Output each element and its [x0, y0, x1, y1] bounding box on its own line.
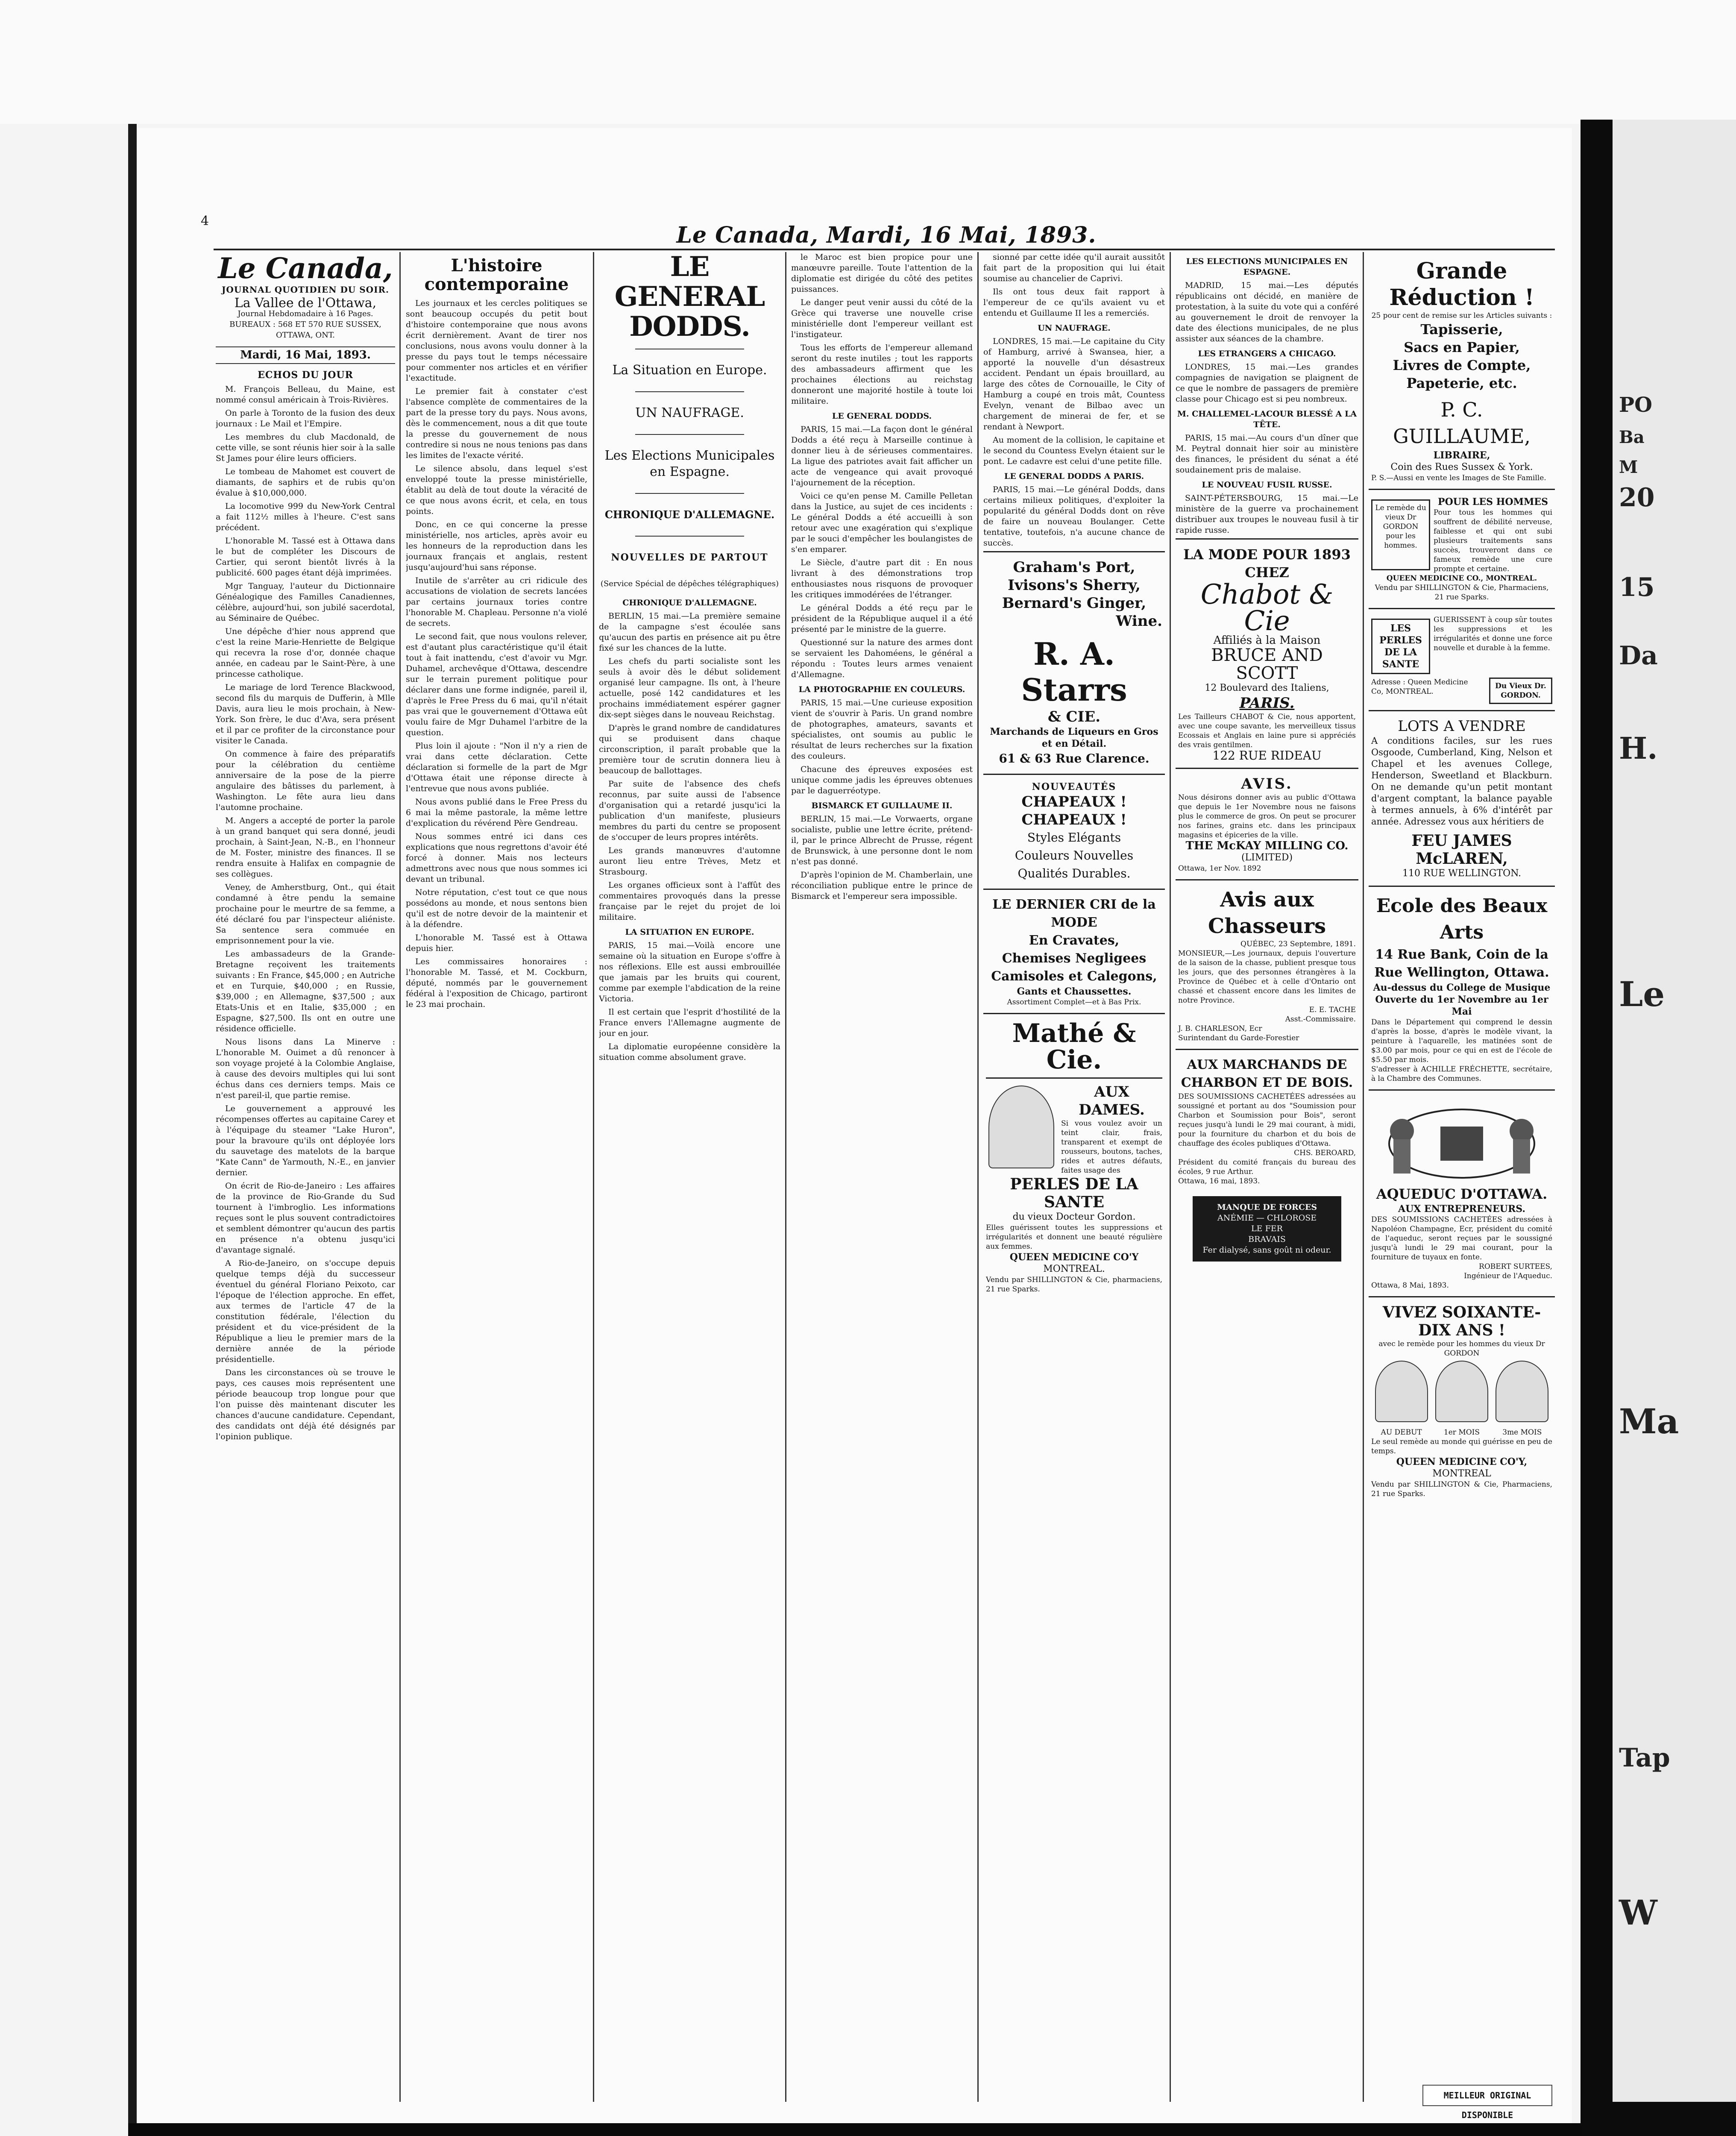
adjacent-page-strip — [1613, 120, 1736, 2102]
masthead-tagline: La Vallee de l'Ottawa, — [234, 296, 377, 311]
article-paragraph: Les chefs du parti socialiste sont les seuls à avoir dès le début solidement organisé leur campagne. Ils ont, à l'heure actuelle, posé 142 candidatures et les prochains immédiatement espérer gagner dix-sept sièges dans le nouveau Reichstag. — [599, 657, 780, 719]
article-paragraph: L'honorable M. Tassé est à Ottawa depuis hier. — [406, 933, 587, 953]
ad-side-box: LES PERLES DE LA SANTE — [1371, 619, 1430, 674]
ad-vendor: Vendu par SHILLINGTON & Cie, Pharmaciens, 21 rue Sparks. — [1375, 584, 1549, 601]
column-7 — [1369, 252, 1555, 2106]
ad-sign: Surintendant du Garde-Forestier — [1178, 1034, 1299, 1042]
ad-starrs — [983, 551, 1165, 774]
article-paragraph: Au moment de la collision, le capitaine et le second du Countess Evelyn étaient sur le pont. Le cadavre est celui d'une petite fille. — [983, 435, 1165, 466]
ad-date: Ottawa, 16 mai, 1893. — [1178, 1177, 1260, 1185]
ad-vendor: Vendu par SHILLINGTON & Cie, Pharmaciens, 21 rue Sparks. — [1371, 1480, 1552, 1498]
ad-line: BRAVAIS — [1248, 1235, 1286, 1244]
article-headline: LE GENERAL DODDS. — [614, 252, 765, 343]
column-3 — [599, 252, 780, 2106]
ad-body: DES SOUMISSIONS CACHETÉES adressées au soussigné et portant au dos "Soumission pour Charbon et Soumission pour Bois", seront reçues jusqu'à lundi le 29 mai courant, à midi, pour la fourniture du charbon et du bois de chauffage des écoles publiques d'Ottawa. — [1178, 1092, 1356, 1148]
news-paragraph: Les ambassadeurs de la Grande-Bretagne reçoivent les traitements suivants : En France, $45,000 ; en Autriche et en Turquie, $40,000 ; en Russie, $39,000 ; en Allemagne, $37,500 ; aux Etats-Unis et en Italie, $35,000 ; en Espagne, $27,500. Ils ont en outre une résidence officielle. — [216, 949, 395, 1033]
ad-body: 25 pour cent de remise sur les Articles suivants : — [1371, 311, 1552, 320]
man-portrait-image — [1496, 1361, 1548, 1422]
ad-address: 122 RUE RIDEAU — [1212, 748, 1322, 763]
ad-item: Tapisserie, — [1420, 321, 1503, 337]
news-paragraph: On écrit de Rio-de-Janeiro : Les affaires de la province de Rio-Grande du Sud tournent à l'imbroglio. Les informations reçues sont le plus souvent contradictoires et semblent démontrer qu'aucun des partis en présence n'a obtenu jusqu'ici d'avantage signalé. — [216, 1181, 395, 1255]
section-heading: ECHOS DU JOUR — [258, 370, 353, 381]
masthead-city: OTTAWA, ONT. — [276, 331, 335, 340]
ad-address: Adresse : Queen Medicine Co, MONTREAL. — [1371, 678, 1468, 696]
article-paragraph: PARIS, 15 mai.—Le général Dodds, dans certains milieux politiques, d'exploiter la popularité du général Dodds dont on rêve de faire un nouveau Boulanger. Cette tentative, toutefois, n'a aucune chance de succès. — [983, 485, 1165, 548]
scan-left-edge — [128, 124, 137, 2136]
masthead-tagline-sub: Journal Hebdomadaire à 16 Pages. — [238, 309, 373, 318]
ad-sign: CHS. BEROARD, — [1294, 1149, 1356, 1157]
section-heading: LES ETRANGERS A CHICAGO. — [1198, 349, 1336, 358]
section-heading: LES ELECTIONS MUNICIPALES EN ESPAGNE. — [1186, 257, 1348, 277]
page-number: 4 — [201, 214, 209, 229]
divider — [635, 493, 744, 494]
article-paragraph: LONDRES, 15 mai.—Le capitaine du City of Hamburg, arrivé à Swansea, hier, a apporté la nouvelle d'un désastreux accident. Pendant un épais brouillard, au large des côtes de Cornouaille, le City of Hamburg a coupé en trois mât, Countess Evelyn, venant de Bilbao avec un chargement de minerai de fer, et se rendant à Newport. — [983, 337, 1165, 431]
ad-body: A conditions faciles, sur les rues Osgoode, Cumberland, King, Nelson et Chapel et les avenues College, Henderson, Sweetland et Blackburn. On ne demande qu'un petit montant d'argent comptant, la balance payable à termes annuels, à 6% d'intérêt par année. Adressez vous aux héritiers de — [1371, 736, 1552, 827]
ad-line: LE FER — [1251, 1224, 1283, 1233]
service-credit: (Service Spécial de dépêches télégraphiques) — [600, 579, 779, 588]
ad-brand: R. A. Starrs — [1021, 636, 1127, 708]
article-paragraph: La diplomatie européenne considère la situation comme absolument grave. — [599, 1042, 780, 1062]
ad-fer-bravais — [1193, 1196, 1341, 1262]
news-paragraph: M. Angers a accepté de porter la parole à un grand banquet qui sera donné, jeudi prochain, à Saint-Jean, N.-B., en l'honneur de M. Foster, ministre des finances. Il se rendra ensuite à Halifax en compagnie de ses collègues. — [216, 816, 395, 879]
ad-city: MONTREAL — [1432, 1468, 1491, 1479]
ad-vendor: Vendu par SHILLINGTON & Cie, pharmaciens, 21 rue Sparks. — [986, 1276, 1162, 1294]
ad-body: Nous désirons donner avis au public d'Ottawa que depuis le 1er Novembre nous ne faisons plus le commerce de gros. On peut se procurer nos farines, grains etc. dans les principaux magasins et épiceries de la ville. — [1178, 793, 1356, 839]
sub-headline: CHRONIQUE D'ALLEMAGNE. — [604, 508, 775, 521]
ad-line: Ivisons's Sherry, — [1008, 577, 1141, 594]
ad-company: QUEEN MEDICINE CO., MONTREAL. — [1386, 574, 1537, 583]
ad-address: 61 & 63 Rue Clarence. — [999, 751, 1150, 766]
fragment: Tap — [1619, 1743, 1670, 1773]
article-paragraph: Les journaux et les cercles politiques se sont beaucoup occupés du petit bout d'histoire contemporaine que nous avons écrit dernièrement. Avant de tirer nos conclusions, nous avons voulu donner à la presse du pays tout le temps nécessaire pour commenter nos articles et en vérifier l'exactitude. — [406, 299, 587, 383]
ad-title: AQUEDUC D'OTTAWA. — [1376, 1186, 1548, 1202]
ad-contact: S'adresser à ACHILLE FRÉCHETTE, secrétaire, à la Chambre des Communes. — [1371, 1065, 1552, 1083]
article-paragraph: Par suite de l'absence des chefs reconnus, par suite aussi de l'absence d'organisation qui a retardé jusqu'ici la publication d'un manifeste, plusieurs membres du parti du centre se proposent de s'occuper de leurs propres intérêts. — [599, 779, 780, 842]
ad-title: VIVEZ SOIXANTE-DIX ANS ! — [1382, 1303, 1541, 1339]
article-paragraph: Le danger peut venir aussi du côté de la Grèce qui traverse une nouvelle crise ministérielle dont l'empereur veillant est l'instigateur. — [791, 298, 973, 339]
news-paragraph: La locomotive 999 du New-York Central a fait 112½ milles à l'heure. C'est sans précédent. — [216, 502, 395, 532]
news-paragraph: Les membres du club Macdonald, de cette ville, se sont réunis hier soir à la salle St James pour élire leurs officiers. — [216, 432, 395, 463]
ad-sub: AUX ENTREPRENEURS. — [1398, 1203, 1525, 1215]
ad-line: CHAPEAUX ! CHAPEAUX ! — [1021, 793, 1127, 828]
ad-item: Sacs en Papier, — [1404, 339, 1520, 355]
column-1 — [216, 252, 395, 2106]
ad-script-brand: Chabot & Cie — [1200, 579, 1334, 637]
sub-headline: NOUVELLES DE PARTOUT — [611, 552, 768, 563]
article-paragraph: LONDRES, 15 mai.—Les grandes compagnies de navigation se plaignent de ce que le nombre de passagers de première classe pour Chicago est si peu nombreux. — [1176, 362, 1358, 404]
fragment: Ma — [1619, 1401, 1679, 1441]
article-paragraph: Ils ont tous deux fait rapport à l'empereur de ce qu'ils avaient vu et entendu et Guillaume II les a remerciés. — [983, 287, 1165, 318]
ad-body: Si vous voulez avoir un teint clair, frais, transparent et exempt de rousseurs, boutons, taches, rides et autres défauts, faites usage des — [1061, 1119, 1162, 1175]
article-paragraph: PARIS, 15 mai.—Voilà encore une semaine où la situation en Europe s'offre à nos réflexions. Elle est aussi embrouillée que jamais par les bruits qui courent, comme par exemple l'abdication de la reine Victoria. — [599, 941, 780, 1003]
ad-guillaume — [1369, 252, 1555, 489]
sub-headline: UN NAUFRAGE. — [635, 405, 744, 420]
ad-sign: Président du comité français du bureau des écoles, 9 rue Arthur. — [1178, 1158, 1356, 1176]
ad-product-sub: du vieux Docteur Gordon. — [1012, 1212, 1136, 1222]
scan-bottom-border — [128, 2123, 1581, 2136]
fragment: H. — [1619, 731, 1658, 766]
section-heading: LE GENERAL DODDS A PARIS. — [1004, 472, 1144, 481]
sub-headline: La Situation en Europe. — [612, 363, 767, 378]
ad-line: 12 Boulevard des Italiens, — [1205, 683, 1329, 693]
article-paragraph: Le second fait, que nous voulons relever, est d'autant plus caractéristique qu'il était tout à fait inattendu, c'est d'avoir vu Mgr. Duhamel, archevêque d'Ottawa, descendre sur le terrain purement politique pour déclarer dans une forme indignée, pareil il, d'après le Free Press du 6 mai, qu'il n'était pas vrai que le gouvernement d'Ottawa eût voulu faire de Mgr Duhamel l'arbitre de la question. — [406, 632, 587, 737]
city-seal-image — [1376, 1097, 1547, 1182]
news-paragraph: Dans les circonstances où se trouve le pays, ces causes mois représentent une période beaucoup trop longue pour que l'on puisse dès maintenant discuter les chances d'aucune candidature. Cependant, des candidats ont déjà été désignés par l'opinion publique. — [216, 1368, 395, 1441]
fragment: Da — [1619, 641, 1658, 671]
ad-body: Elles guérissent toutes les suppressions et irrégularités et donnent une beauté régulière aux femmes. — [986, 1224, 1162, 1251]
ad-item: Livres de Compte, — [1393, 357, 1531, 373]
section-heading: LE NOUVEAU FUSIL RUSSE. — [1202, 480, 1332, 490]
ad-name: FEU JAMES McLAREN, — [1411, 832, 1512, 868]
ad-body: GUERISSENT à coup sûr toutes les suppressions et les irrégularités et donne une force nouvelle et durable à la femme. — [1434, 616, 1552, 652]
news-paragraph: Le gouvernement a approuvé les récompenses offertes au capitaine Carey et à l'équipage du steamer "Lake Huron", pour la bravoure qu'ils ont déployée lors du sauvetage des matelots de la barque "Kate Cann" de Yarmouth, N.-E., en janvier dernier. — [216, 1104, 395, 1177]
news-paragraph: On parle à Toronto de la fusion des deux journaux : Le Mail et l'Empire. — [216, 408, 395, 428]
column-rule — [1363, 252, 1364, 2102]
fragment: Le — [1619, 974, 1665, 1014]
ad-title: AUX DAMES. — [1079, 1083, 1145, 1118]
article-paragraph: Le Siècle, d'autre part dit : En nous livrant à des démonstrations trop enthousiastes nous risquons de provoquer les critiques immodérées de l'étranger. — [791, 558, 973, 599]
ad-dates: Ouverte du 1er Novembre au 1er Mai — [1375, 994, 1548, 1017]
column-rule — [399, 252, 401, 2102]
section-heading: LE GENERAL DODDS. — [832, 411, 932, 421]
ad-line: Chemises Negligees — [1002, 951, 1147, 966]
ad-chabot — [1176, 538, 1358, 768]
portrait-caption: 3me MOIS — [1502, 1428, 1542, 1437]
ad-mckay — [1176, 768, 1358, 879]
ad-line: Fer dialysé, sans goût ni odeur. — [1202, 1245, 1331, 1255]
ad-address: 110 RUE WELLINGTON. — [1402, 868, 1522, 879]
ad-dateline: QUÉBEC, 23 Septembre, 1891. — [1240, 940, 1356, 948]
masthead-subtitle: JOURNAL QUOTIDIEN DU SOIR. — [221, 285, 390, 295]
article-paragraph: Nous sommes entré ici dans ces explications que nous regrettons d'avoir été forcé à donner. Mais nos lecteurs admettrons avec nous que nous sommes ici devant un tribunal. — [406, 832, 587, 884]
archive-label: MEILLEUR ORIGINAL DISPONIBLE — [1422, 2085, 1552, 2106]
column-rule — [977, 252, 979, 2102]
article-paragraph: Les commissaires honoraires : l'honorable M. Tassé, et M. Cockburn, député, nommés par le gouvernement fédéral à l'exposition de Chicago, partiront le 23 mai prochain. — [406, 957, 587, 1009]
ad-line: Wine. — [1116, 613, 1162, 630]
ad-brand: Mathé & Cie. — [1012, 1018, 1136, 1075]
ad-sign: ROBERT SURTEES, — [1479, 1262, 1552, 1271]
article-paragraph: MADRID, 15 mai.—Les députés républicains ont décidé, en manière de protestation, à la suite du vote qui a conféré au gouvernement le droit de renvoyer la date des élections municipales, de ne plus assister aux séances de la chambre. — [1176, 281, 1358, 343]
section-heading: M. CHALLEMEL-LACOUR BLESSÉ A LA TÊTE. — [1177, 409, 1357, 429]
article-paragraph: BERLIN, 15 mai.—Le Vorwaerts, organe socialiste, publie une lettre écrite, prétend-il, par le prince Albrecht de Prusse, régent de Brunswick, à une personne dont le nom n'est pas donné. — [791, 814, 973, 866]
ad-body: Dans le Département qui comprend le dessin d'après la bosse, d'après le modèle vivant, la peinture à l'aquarelle, les matinées sont de $3.00 par mois, pour ce qui en est de l'école de $5.50 par mois. — [1371, 1018, 1552, 1064]
ad-lots-a-vendre — [1369, 710, 1555, 886]
ad-beaux-arts — [1369, 886, 1555, 1089]
article-paragraph: Nous avons publié dans le Free Press du 6 mai la même pastorale, la même lettre d'explication du révérend Père Gendreau. — [406, 797, 587, 828]
ad-header: NOUVEAUTÉS — [1032, 781, 1117, 792]
news-paragraph: L'honorable M. Tassé est à Ottawa dans le but de compléter les Discours de Cartier, qui seront bientôt livrés à la publicité. 600 pages étant déjà imprimées. — [216, 536, 395, 578]
ad-body: MONSIEUR,—Les journaux, depuis l'ouverture de la saison de la chasse, publient presque tous les jours, que des personnes étrangères à la Province de Québec et à celle d'Ontario ont chassé et chassent encore dans les limites de notre Province. — [1178, 949, 1356, 1005]
ad-body: DES SOUMISSIONS CACHETÉES adressées à Napoléon Champagne, Ecr, président du comité de l'aqueduc, seront reçues par le soussigné jusqu'à lundi le 29 mai courant, pour la fourniture de tuyaux en fonte. — [1371, 1215, 1552, 1262]
ad-brand-cie: & CIE. — [1047, 708, 1101, 725]
article-paragraph: sionné par cette idée qu'il aurait aussitôt fait part de la proposition qui lui était soumise au chancelier de Caprivi. — [983, 252, 1165, 283]
article-paragraph: D'après le grand nombre de candidatures qui se produisent dans chaque circonscription, il paraît probable que la première tour de scrutin donnera lieu à beaucoup de ballottages. — [599, 723, 780, 775]
ad-line: PARIS. — [1239, 695, 1295, 712]
column-4 — [791, 252, 973, 2106]
ad-body: Pour tous les hommes qui souffrent de débilité nerveuse, faiblesse et qui ont subi plusieurs traitements sans succès, trouveront dans ce fameux remède une cure prompte et certaine. — [1434, 508, 1552, 573]
article-paragraph: Donc, en ce qui concerne la presse ministérielle, nos articles, après avoir eu les honneurs de la reproduction dans les journaux français et anglais, restent jusqu'aujourd'hui sans réponse. — [406, 520, 587, 572]
ad-sub: Au-dessus du College de Musique — [1373, 982, 1551, 993]
article-paragraph: Le général Dodds a été reçu par le président de la République auquel il a été présenté par le ministre de la guerre. — [791, 603, 973, 634]
lady-portrait-image — [988, 1086, 1054, 1168]
article-paragraph: Questionné sur la nature des armes dont se servaient les Dahoméens, le général a répondu : Toutes leurs armes venaient d'Allemagne. — [791, 638, 973, 679]
ad-line: Graham's Port, — [1013, 559, 1135, 576]
ad-aqueduc — [1369, 1089, 1555, 1296]
ad-title: Avis aux Chasseurs — [1208, 888, 1326, 938]
fragment: Ba — [1619, 427, 1645, 447]
portrait-caption: 1er MOIS — [1443, 1428, 1480, 1437]
ad-brand: P. C. GUILLAUME, — [1393, 398, 1531, 448]
article-paragraph: PARIS, 15 mai.—Une curieuse exposition vient de s'ouvrir à Paris. Un grand nombre de photographes, amateurs, savants et spécialistes, ont soumis au public le résultat de leurs recherches sur la fixation des couleurs. — [791, 698, 973, 761]
divider — [635, 536, 744, 537]
article-paragraph: BERLIN, 15 mai.—La première semaine de la campagne s'est écoulée sans qu'aucun des partis en présence ait pu être fixé sur les chances de la lutte. — [599, 611, 780, 653]
ad-line: MANQUE DE FORCES — [1217, 1203, 1317, 1212]
ad-description: Marchands de Liqueurs en Gros et en Détail. — [990, 726, 1158, 749]
ad-date: Ottawa, 1er Nov. 1892 — [1178, 864, 1261, 873]
fragment: M — [1619, 457, 1638, 477]
article-paragraph: PARIS, 15 mai.—Au cours d'un dîner que M. Peytral donnait hier soir au ministère des finances, le président du sénat a été soudainement pris de malaise. — [1176, 433, 1358, 475]
section-heading: UN NAUFRAGE. — [1038, 323, 1111, 333]
ad-product: PERLES DE LA SANTE — [1010, 1175, 1138, 1211]
news-paragraph: Le tombeau de Mahomet est couvert de diamants, de saphirs et de rubis qu'on évalue à $10,000,000. — [216, 467, 395, 498]
masthead-bureaux: BUREAUX : 568 ET 570 RUE SUSSEX, — [229, 320, 381, 329]
article-paragraph: D'après l'opinion de M. Chamberlain, une réconciliation publique entre le prince de Bismarck et l'empereur sera impossible. — [791, 870, 973, 901]
ad-sign: E. E. TACHE — [1309, 1006, 1356, 1014]
fragment: 20 — [1619, 483, 1655, 513]
ad-company: THE McKAY MILLING CO. — [1185, 839, 1349, 852]
portrait-caption: AU DEBUT — [1381, 1428, 1422, 1437]
ad-line: ANÉMIE — CHLOROSE — [1217, 1213, 1317, 1223]
ad-line: Bernard's Ginger, — [1002, 595, 1147, 612]
ad-line: Affiliés à la Maison — [1213, 634, 1321, 647]
ad-company: QUEEN MEDICINE CO'Y, — [1396, 1456, 1528, 1467]
ad-line: LA MODE POUR 1893 CHEZ — [1183, 546, 1351, 581]
column-rule — [785, 252, 786, 2102]
issue-date: Mardi, 16 Mai, 1893. — [216, 346, 395, 364]
ad-line: Qualités Durables. — [1018, 866, 1131, 880]
ad-line: Assortiment Complet—et à Bas Prix. — [1007, 998, 1141, 1006]
ad-brand-sub: LIBRAIRE, — [1433, 450, 1490, 461]
section-heading: LA PHOTOGRAPHIE EN COULEURS. — [798, 685, 965, 694]
ad-date: Ottawa, 8 Mai, 1893. — [1371, 1281, 1449, 1290]
ad-line: Styles Elégants — [1027, 830, 1121, 845]
ad-mode — [983, 889, 1165, 1013]
ad-body: Les Tailleurs CHABOT & Cie, nous apportent, avec une coupe savante, les merveilleux tissus Ecossais et Anglais en laine pure si appréciés des vrais gentilmen. — [1178, 713, 1356, 749]
header-rule — [214, 249, 1555, 250]
article-paragraph: Plus loin il ajoute : "Non il n'y a rien de vrai dans cette déclaration. Cette déclaration si formelle de la part de Mgr d'Ottawa était une réponse directe à l'entrevue que nous avons publiée. — [406, 741, 587, 793]
running-header: Le Canada, Mardi, 16 Mai, 1893. — [676, 222, 1097, 248]
ad-body: Le seul remède au monde qui guérisse en peu de temps. — [1371, 1438, 1552, 1455]
article-paragraph: Le premier fait à constater c'est l'absence complète de commentaires de la part de la presse tory du pays. Nous avons, dès le commencement, nous a dit que toute la presse du gouvernement de nous contredire si nous ne nous tenions pas dans les limites de l'exacte vérité. — [406, 387, 587, 460]
ad-side-box: Le remède du vieux Dr GORDON pour les hommes. — [1371, 499, 1430, 570]
ad-sign: Ingénieur de l'Aqueduc. — [1464, 1272, 1552, 1280]
news-paragraph: On commence à faire des préparatifs pour la célébration du centième anniversaire de la pose de la pierre angulaire des bâtisses du parlement, à Washington. Le fête aura lieu dans l'automne prochaine. — [216, 749, 395, 812]
man-portrait-image — [1435, 1361, 1488, 1422]
ad-from: Du Vieux Dr. GORDON. — [1489, 678, 1552, 704]
article-paragraph: Voici ce qu'en pense M. Camille Pelletan dans la Justice, au sujet de ces incidents : Le général Dodds a été accueilli à son retour avec une exagération qui s'explique par le souci d'empêcher les boulangistes de s'en emparer. — [791, 491, 973, 554]
news-paragraph: Le mariage de lord Terence Blackwood, second fils du marquis de Dufferin, à Mlle Davis, aura lieu le mois prochain, à New-York. Son frère, le duc d'Ava, sera présent et il par ce profiter de la circonstance pour visiter le Canada. — [216, 683, 395, 745]
divider — [635, 434, 744, 435]
ad-title: AUX MARCHANDS DE CHARBON ET DE BOIS. — [1181, 1057, 1353, 1090]
divider — [635, 391, 744, 392]
ad-sign: Asst.-Commissaire. — [1285, 1015, 1356, 1024]
column-rule — [593, 252, 594, 2102]
fragment: 15 — [1619, 572, 1655, 602]
ad-note: P. S.—Aussi en vente les Images de Ste Famille. — [1371, 474, 1546, 482]
article-paragraph: Chacune des épreuves exposées est unique comme jadis les épreuves obtenues par le daguerréotype. — [791, 765, 973, 795]
ad-title: AVIS. — [1241, 775, 1293, 792]
news-paragraph: Une dépêche d'hier nous apprend que c'est la reine Marie-Henriette de Belgique qui recevra la rose d'or, donnée chaque année, en cadeau par le Saint-Père, à une princesse catholique. — [216, 627, 395, 679]
man-portrait-image — [1375, 1361, 1428, 1422]
ad-company: QUEEN MEDICINE CO'Y — [1009, 1252, 1139, 1263]
ad-mathe — [983, 1013, 1165, 1300]
article-paragraph: Notre réputation, c'est tout ce que nous possédons au monde, et nous sentons bien qu'il est de notre devoir de la maintenir et à la défendre. — [406, 888, 587, 929]
ad-city: MONTREAL. — [1043, 1264, 1105, 1274]
article-paragraph: Le silence absolu, dans lequel s'est enveloppé toute la presse ministérielle, établit au delà de tout doute la véracité de ce que nous avons écrit, et cela, en tous points. — [406, 464, 587, 516]
article-paragraph: Inutile de s'arrêter au cri ridicule des accusations de violation de secrets lancées par certains journaux tories contre l'honorable M. Chapleau. Personne n'a violé de secrets. — [406, 576, 587, 628]
article-paragraph: Tous les efforts de l'empereur allemand seront du reste inutiles ; tout les rapports des ambassadeurs affirment que les prochaines élections au reichstag donneront une majorité hostile à toute loi militaire. — [791, 343, 973, 406]
ad-charbon — [1176, 1049, 1358, 1192]
news-paragraph: A Rio-de-Janeiro, on s'occupe depuis quelque temps déjà du successeur éventuel du général Floriano Peixoto, car l'époque de l'élection approche. En effet, aux termes de l'article 47 de la constitution fédérale, l'élection du président et du vice-président de la République a lieu le premier mars de la dernière année de la période présidentielle. — [216, 1259, 395, 1364]
ad-sign: J. B. CHARLESON, Ecr — [1178, 1024, 1262, 1033]
ad-title: Grande Réduction ! — [1389, 258, 1534, 311]
fragment: PO — [1619, 393, 1652, 417]
ad-address: 14 Rue Bank, Coin de la Rue Wellington, Ottawa. — [1374, 947, 1549, 980]
section-heading: BISMARCK ET GUILLAUME II. — [811, 801, 953, 810]
ad-pour-les-hommes — [1369, 489, 1555, 608]
ad-title: LOTS A VENDRE — [1398, 718, 1526, 735]
ad-address: Coin des Rues Sussex & York. — [1390, 462, 1533, 472]
fragment: W — [1619, 1892, 1657, 1933]
ad-line: LE DERNIER CRI de la MODE — [992, 897, 1156, 930]
ad-chapeaux — [983, 774, 1165, 889]
sub-headline: Les Elections Municipales en Espagne. — [604, 448, 775, 479]
news-paragraph: Mgr Tanguay, l'auteur du Dictionnaire Généalogique des Familles Canadiennes, célèbre, aujourd'hui, son jubilé sacerdotal, au Séminaire de Québec. — [216, 581, 395, 623]
newspaper-page — [137, 128, 1572, 2123]
column-2 — [406, 252, 587, 2106]
column-6 — [1176, 252, 1358, 2106]
section-heading: CHRONIQUE D'ALLEMAGNE. — [622, 598, 757, 607]
ad-line: Camisoles et Calegons, — [991, 969, 1157, 984]
ad-line: Gants et Chaussettes. — [1017, 986, 1132, 997]
news-paragraph: M. François Belleau, du Maine, est nommé consul américain à Trois-Rivières. — [216, 384, 395, 405]
column-5 — [983, 252, 1165, 2106]
ad-title: POUR LES HOMMES — [1438, 496, 1548, 508]
masthead-title: Le Canada, — [218, 252, 393, 285]
ad-line: Couleurs Nouvelles — [1015, 848, 1134, 863]
ad-chasseurs — [1176, 879, 1358, 1049]
masthead — [216, 252, 395, 340]
ad-line: En Cravates, — [1029, 933, 1120, 948]
article-paragraph: Les organes officieux sont à l'affût des commentaires provoqués dans la presse française par le rejet du projet de loi militaire. — [599, 880, 780, 922]
scan-top-margin — [0, 0, 1736, 124]
section-heading: LA SITUATION EN EUROPE. — [625, 927, 754, 937]
ad-item: Papeterie, etc. — [1406, 375, 1517, 391]
article-paragraph: SAINT-PÉTERSBOURG, 15 mai.—Le ministère de la guerre va prochainement distribuer aux troupes le nouveau fusil à tir rapide russe. — [1176, 493, 1358, 535]
article-paragraph: Les grands manœuvres d'automne auront lieu entre Trèves, Metz et Strasbourg. — [599, 846, 780, 877]
ad-company-sub: (LIMITED) — [1241, 852, 1293, 863]
article-paragraph: Il est certain que l'esprit d'hostilité de la France envers l'Allemagne augmente de jour en jour. — [599, 1007, 780, 1038]
column-rule — [1170, 252, 1171, 2102]
news-paragraph: Veney, de Amherstburg, Ont., qui était condamné à être pendu la semaine prochaine pour le meurtre de sa femme, a été déclaré fou par l'inspecteur aliéniste. Sa sentence sera commuée en emprisonnement pour la vie. — [216, 883, 395, 945]
news-paragraph: Nous lisons dans La Minerve : L'honorable M. Ouimet a dû renoncer à son voyage projeté à la Colombie Anglaise, à cause des devoirs multiples qui lui sont échus dans ces derniers temps. Mais ce n'est pareil-il, que partie remise. — [216, 1037, 395, 1100]
article-paragraph: le Maroc est bien propice pour une manœuvre pareille. Toute l'attention de la diplomatie est dirigée du côté des petites puissances. — [791, 252, 973, 294]
ad-perles-sante — [1369, 608, 1555, 710]
ad-sub: avec le remède pour les hommes du vieux Dr GORDON — [1378, 1340, 1545, 1358]
ad-title: Ecole des Beaux Arts — [1376, 895, 1548, 943]
article-headline: L'histoire contemporaine — [424, 255, 569, 294]
ad-vivez — [1369, 1296, 1555, 1505]
ad-line: BRUCE AND SCOTT — [1211, 645, 1323, 683]
article-paragraph: PARIS, 15 mai.—La façon dont le général Dodds a été reçu à Marseille continue à donner lieu à de sérieuses commentaires. La ligue des patriotes avait fait afficher un acte de vengeance qui avait provoqué l'ajournement de la réception. — [791, 425, 973, 487]
